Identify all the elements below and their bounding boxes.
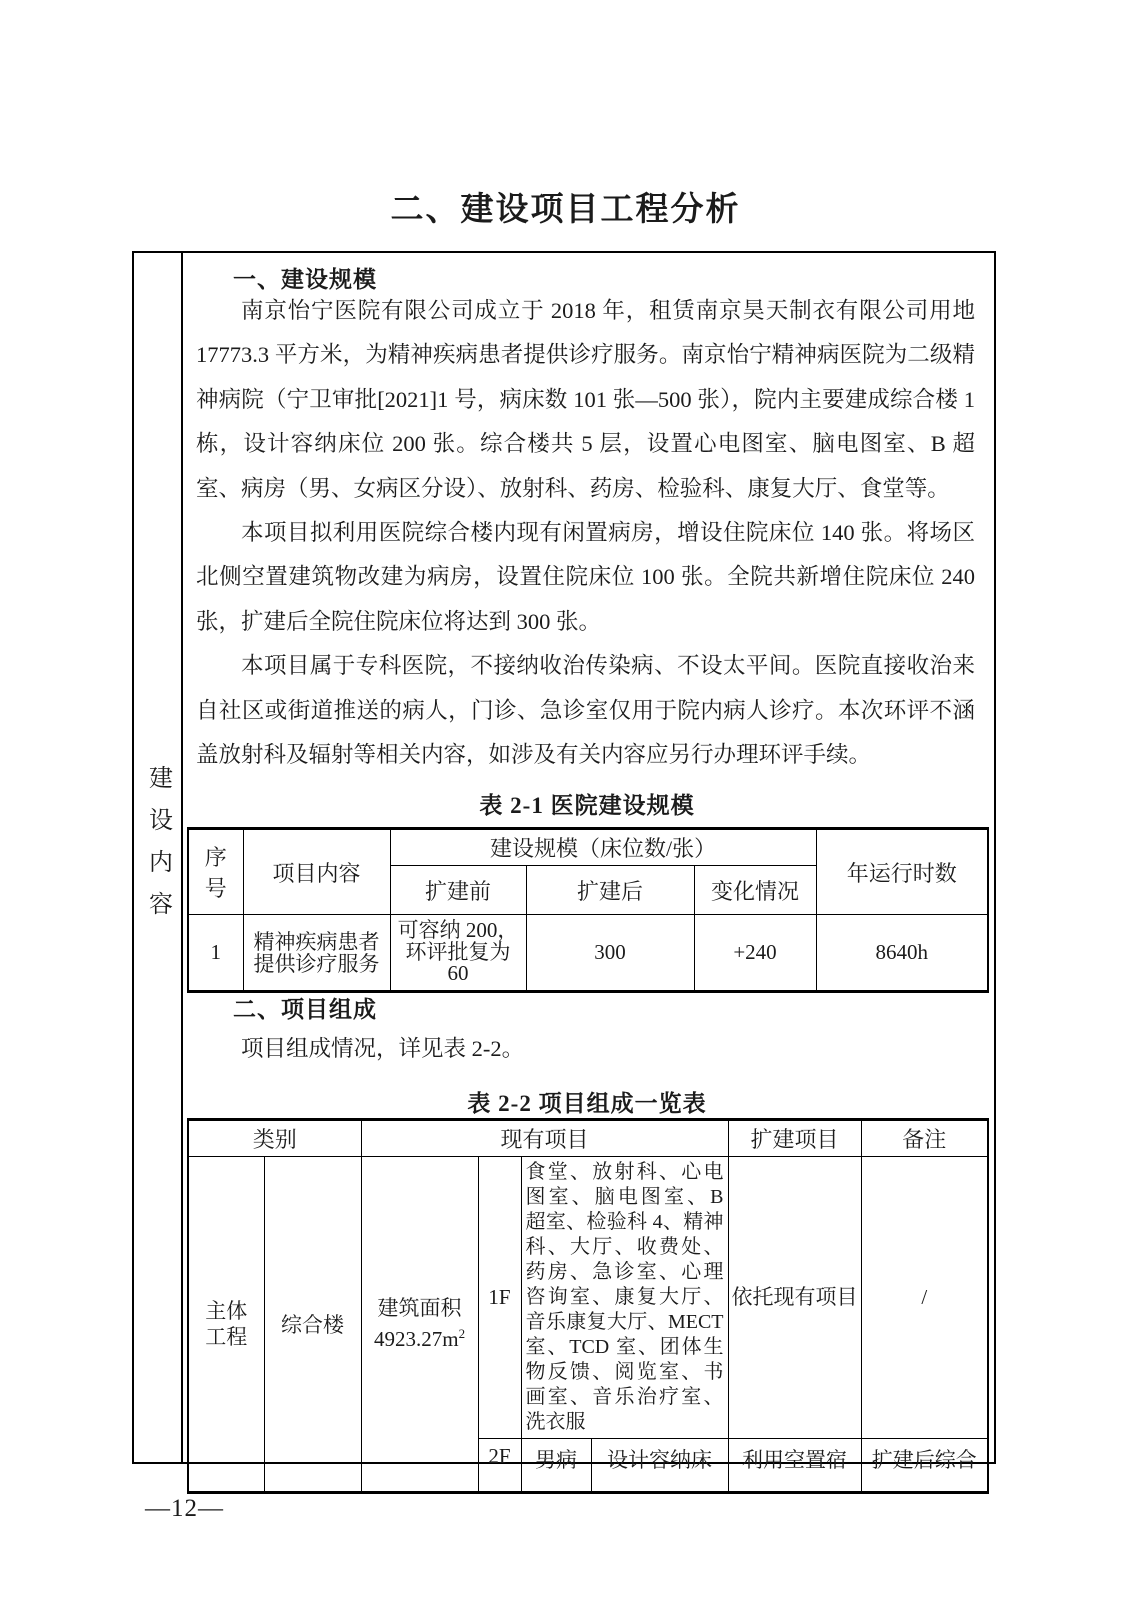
- table-2-1-header-annual-hours: 年运行时数: [816, 829, 988, 915]
- page-number: —12—: [145, 1495, 224, 1522]
- table-2-1: [187, 827, 989, 993]
- sidebar-vertical-label: 建设内容: [144, 764, 171, 933]
- table-2-2-cell-floor-2f: 2F: [478, 1439, 521, 1493]
- page-title: 二、建设项目工程分析: [390, 190, 741, 227]
- table-2-2-header-existing: 现有项目: [361, 1120, 728, 1157]
- table-2-2-header-remark: 备注: [861, 1120, 988, 1157]
- table-2-1-header-change: 变化情况: [694, 866, 816, 915]
- table-2-2-cell-remark-1f: /: [861, 1157, 988, 1439]
- section-1-heading: 一、建设规模: [233, 266, 377, 292]
- table-2-2-header-expansion: 扩建项目: [728, 1120, 861, 1157]
- table-2-1-cell-annual-hours: 8640h: [816, 915, 988, 992]
- table-2-1-header-item: 项目内容: [243, 829, 390, 915]
- table-2-2-cell-rooms: 食堂、放射科、心电图室、脑电图室、B 超室、检验科 4、精神科、大厅、收费处、药房、急诊室、心理咨询室、康复大厅、音乐康复大厅、MECT 室、TCD 室、团体生物反馈、阅览室、书画室、音乐治疗室、洗衣服: [521, 1157, 728, 1439]
- table-2-2-cell-category-main: 主体工程: [188, 1157, 264, 1493]
- paragraph-1: 南京怡宁医院有限公司成立于 2018 年，租赁南京昊天制衣有限公司用地 17773.3 平方米，为精神疾病患者提供诊疗服务。南京怡宁精神病医院为二级精神病院（宁卫审批[2021]1 号，病床数 101 张—500 张），院内主要建成综合楼 1 栋，设计容纳床位 200 张。综合楼共 5 层，设置心电图室、脑电图室、B 超室、病房（男、女病区分设）、放射科、药房、检验科、康复大厅、食堂等。: [196, 298, 975, 501]
- table-2-1-cell-before: 可容纳 200，环评批复为 60: [390, 915, 526, 992]
- table-2-2: [187, 1118, 989, 1494]
- table-2-1-header-scale-group: 建设规模（床位数/张）: [390, 829, 816, 866]
- table-2-1-cell-seq: 1: [188, 915, 243, 992]
- table-2-2-cell-remark-2f: 扩建后综合: [861, 1439, 988, 1493]
- table-2-1-header-before: 扩建前: [390, 866, 526, 915]
- table-2-1-cell-item: 精神疾病患者提供诊疗服务: [243, 915, 390, 992]
- paragraph-2: 本项目拟利用医院综合楼内现有闲置病房，增设住院床位 140 张。将场区北侧空置建筑物改建为病房，设置住院床位 100 张。全院共新增住院床位 240 张，扩建后全院住院床位将达到 300 张。: [196, 520, 975, 634]
- table-2-1-title: 表 2-1 医院建设规模: [479, 793, 695, 818]
- table-2-1-cell-change: +240: [694, 915, 816, 992]
- area-label: 建筑面积: [377, 1296, 462, 1320]
- table-row: [188, 915, 988, 992]
- table-2-2-cell-expansion-2f: 利用空置宿: [728, 1439, 861, 1493]
- section-1-paragraphs: [196, 289, 975, 777]
- table-2-1-cell-after: 300: [526, 915, 694, 992]
- table-row: [188, 1157, 988, 1439]
- section-2-paragraph: 项目组成情况，详见表 2-2。: [241, 1036, 525, 1061]
- section-2-heading: 二、项目组成: [233, 996, 377, 1022]
- table-2-2-title: 表 2-2 项目组成一览表: [467, 1091, 707, 1116]
- paragraph-3: 本项目属于专科医院，不接纳收治传染病、不设太平间。医院直接收治来自社区或街道推送的病人，门诊、急诊室仅用于院内病人诊疗。本次环评不涵盖放射科及辐射等相关内容，如涉及有关内容应另行办理环评手续。: [196, 653, 975, 768]
- table-2-2-cell-desc-2f: 设计容纳床: [591, 1439, 728, 1493]
- table-2-1-header-seq: 序号: [188, 829, 243, 915]
- area-superscript: 2: [458, 1326, 466, 1341]
- table-2-2-cell-ward-2f: 男病: [521, 1439, 591, 1493]
- table-2-2-cell-expansion-1f: 依托现有项目: [728, 1157, 861, 1439]
- table-2-2-header-category: 类别: [188, 1120, 361, 1157]
- table-2-2-cell-category-sub: 综合楼: [264, 1157, 361, 1493]
- table-2-1-header-after: 扩建后: [526, 866, 694, 915]
- sidebar-label-cell: [134, 253, 183, 1462]
- area-value: $4923.27m^2$: [373, 1326, 466, 1351]
- table-2-2-cell-area: [361, 1157, 478, 1493]
- table-2-2-cell-floor-1f: 1F: [478, 1157, 521, 1439]
- content-frame: [132, 251, 996, 1472]
